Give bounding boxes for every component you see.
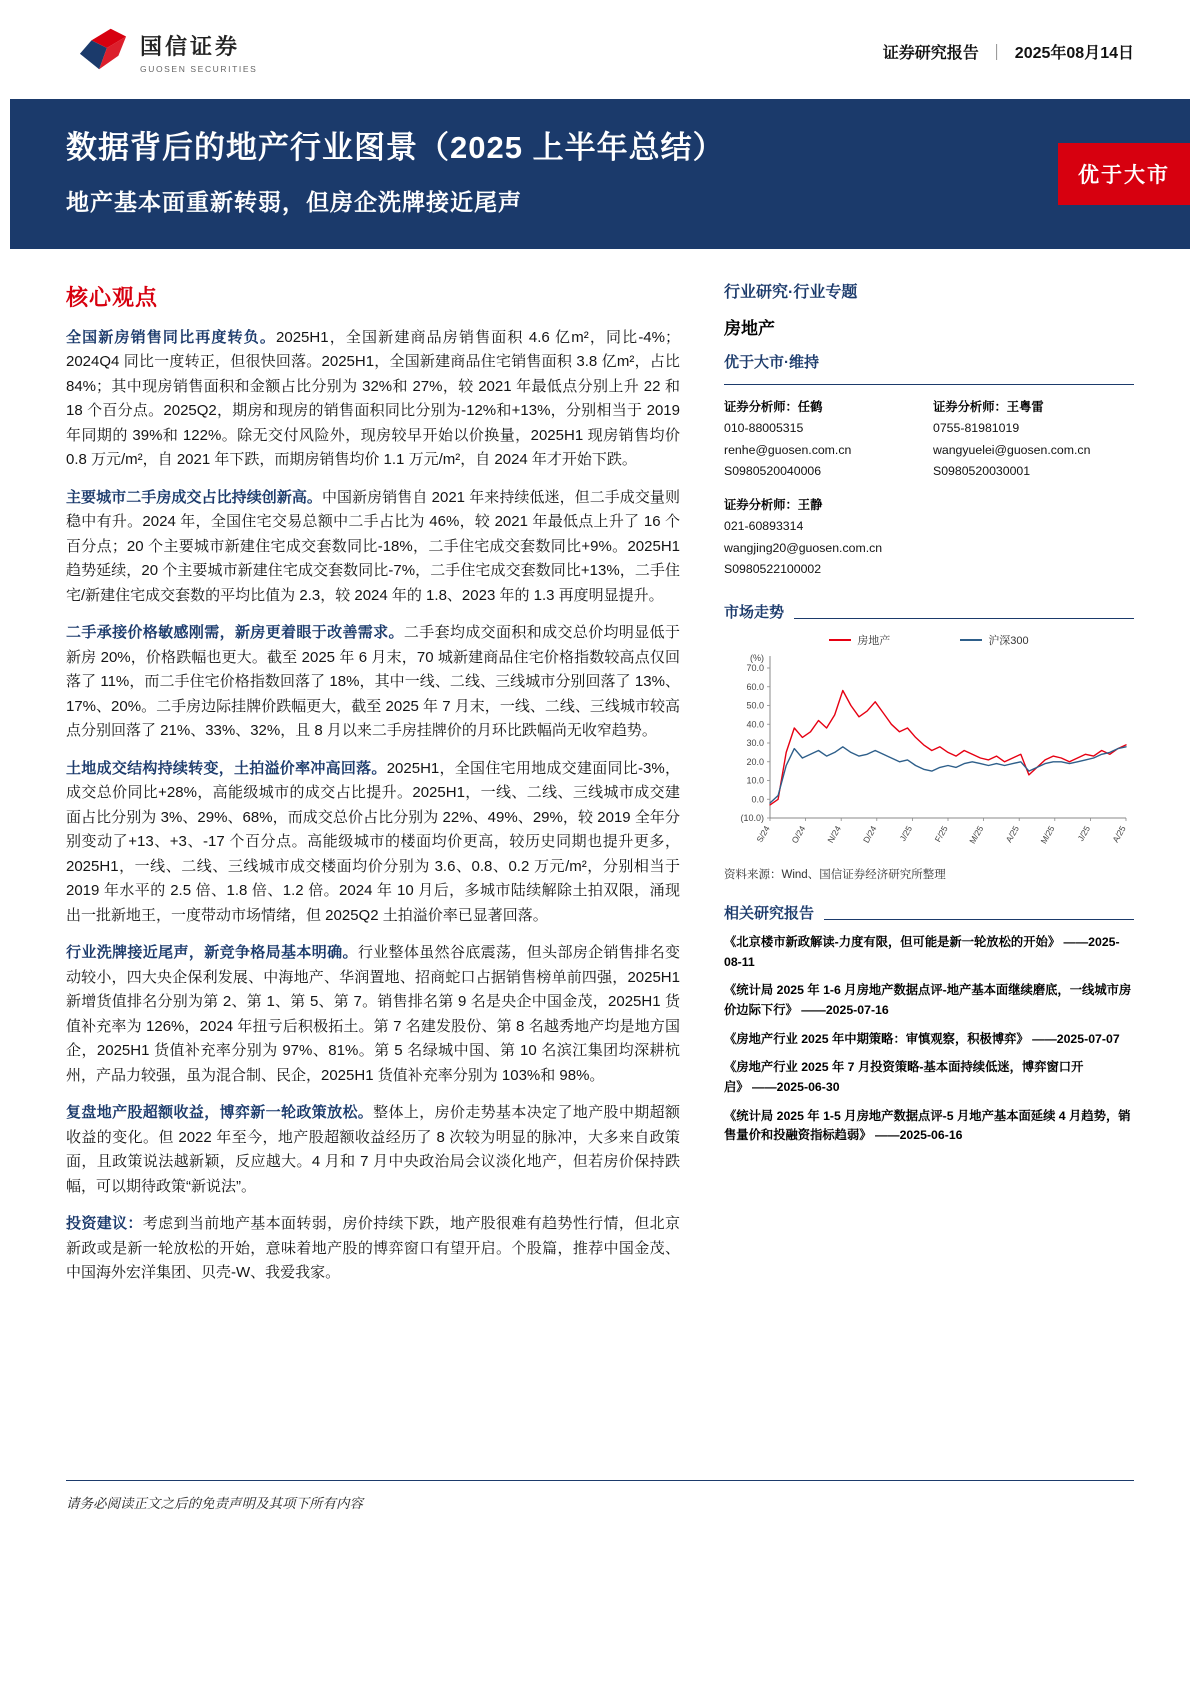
svg-text:40.0: 40.0 [746,719,764,730]
svg-text:20.0: 20.0 [746,756,764,767]
report-item [724,1058,1134,1097]
analyst-label: 证券分析师： [724,497,798,512]
report-item-date: ——2025-08-11 [724,934,1120,969]
report-item [724,1107,1134,1146]
report-item-date: ——2025-07-07 [1032,1031,1120,1046]
analyst-label: 证券分析师： [724,399,798,414]
svg-text:50.0: 50.0 [746,700,764,711]
meta-divider: ｜ [988,45,1005,62]
rating-text: 优于大市·维持 [724,353,819,371]
guosen-logo-icon [78,26,128,77]
svg-text:N/24: N/24 [825,823,843,845]
report-meta [883,40,1134,63]
svg-text:(10.0): (10.0) [740,812,764,823]
title-banner [10,99,1190,249]
core-paragraph [66,486,680,609]
market-trend-header [724,601,1134,622]
analyst-phone: 021-60893314 [724,519,804,534]
brand-name-en: GUOSEN SECURITIES [140,63,258,74]
core-paragraph [66,941,680,1088]
svg-text:60.0: 60.0 [746,681,764,692]
page-footer [66,1480,1134,1512]
analyst-phone: 0755-81981019 [933,421,1020,436]
svg-text:0.0: 0.0 [751,794,764,805]
analyst-email: wangjing20@guosen.com.cn [724,540,883,555]
legend-item [960,632,1028,648]
report-type-label: 证券研究报告 [882,45,979,62]
chart-source: 资料来源：Wind、国信证券经济研究所整理 [724,868,946,881]
svg-text:30.0: 30.0 [746,737,764,748]
report-item [724,981,1134,1020]
brand-name [140,30,257,74]
core-paragraph [66,1101,680,1199]
report-item-title: 《房地产行业 2025 年中期策略：审慎观察，积极博弈》 [724,1031,1029,1046]
report-item-date: ——2025-06-16 [875,1128,963,1143]
svg-text:J/25: J/25 [1075,823,1093,843]
svg-text:S/24: S/24 [754,823,772,845]
svg-text:A/25: A/25 [1003,823,1021,845]
analyst-cert: S0980522100002 [724,562,822,577]
market-trend-title: 市场走势 [724,603,785,621]
brand-logo [78,26,257,77]
paragraph-lead: 二手承接价格敏感刚需，新房更着眼于改善需求。 [66,624,404,642]
trend-line-chart [724,650,1134,862]
svg-text:M/25: M/25 [967,823,986,846]
paragraph-body: 2025H1，全国新建商品房销售面积 4.6 亿m²，同比-4%；2024Q4 同比一度转正，但很快回落。2025H1，全国新建商品住宅销售面积 3.8 亿m²，占比 84%；其中现房销售面积和金额占比分别为 32%和 27%，较 2021 年最低点分别上升 22 和 18 个百分点。2025Q2，期房和现房的销售面积同比分别为-12%和+13%，分别相当于 2019 年同期的 39%和 122%。除无交付风险外，现房较早开始以价换量，2025H1 现房销售均价 0.8 万元/m²，自 2021 年下跌，而期房销售均价 1.1 万元/m²，自 2024 年才开始下跌。 [66,328,680,469]
paragraph-body: 整体上，房价走势基本决定了地产股中期超额收益的变化。但 2022 年至今，地产股超额收益经历了 8 次较为明显的脉冲，大多来自政策面，且政策说法越新颖，反应越大。4 月和 7 月中央政治局会议淡化地产，但若房价保持跌幅，可以期待政策“新说法”。 [66,1104,680,1195]
svg-text:10.0: 10.0 [746,775,764,786]
report-date: 2025年08月14日 [1014,45,1134,62]
report-item-title: 《统计局 2025 年 1-6 月房地产数据点评-地产基本面继续磨底，一线城市房价边际下行》 [724,983,1132,1017]
report-item [724,1030,1134,1050]
svg-text:70.0: 70.0 [746,662,764,673]
page-header [0,0,1200,95]
core-views-heading: 核心观点 [66,284,159,310]
report-subtitle: 地产基本面重新转弱，但房企洗牌接近尾声 [66,188,522,215]
heading-rule [794,618,1134,619]
content-area [0,249,1200,1299]
core-paragraph [66,1212,680,1286]
core-views-column [66,279,680,1299]
analyst-card [933,397,1134,483]
legend-label: 沪深300 [988,634,1029,647]
industry-name: 房地产 [724,318,775,338]
analyst-cert: S0980520040006 [724,464,822,479]
paragraph-lead: 土地成交结构持续转变，土拍溢价率冲高回落。 [66,759,387,777]
paragraph-lead: 投资建议： [66,1215,143,1233]
paragraph-body: 二手套均成交面积和成交总价均明显低于新房 20%，价格跌幅也更大。截至 2025 年 6 月末，70 城新建商品住宅价格指数较高点仅回落了 11%，而二手住宅价格指数回落了 18%，其中一线、二线、三线城市分别回落了 13%、17%、20%。二手房边际挂牌价跌幅更大，截至 2025 年 7 月末，一线、二线、三线城市较高点分别回落了 21%、33%、32%，且 8 月以来二手房挂牌价的月环比跌幅尚无收窄趋势。 [66,624,680,740]
related-reports-list [724,933,1134,1146]
svg-text:A/25: A/25 [1110,823,1128,845]
analyst-label: 证券分析师： [933,399,1007,414]
analyst-card [724,495,925,581]
svg-text:F/25: F/25 [932,823,950,844]
chart-legend [724,632,1134,648]
analyst-email: wangyuelei@guosen.com.cn [933,442,1091,457]
report-item-date: ——2025-06-30 [752,1079,840,1094]
svg-text:O/24: O/24 [789,823,808,845]
core-paragraph [66,326,680,473]
legend-label: 房地产 [857,634,891,647]
paragraph-lead: 行业洗牌接近尾声，新竞争格局基本明确。 [66,944,358,962]
related-reports-header [724,902,1134,923]
report-title: 数据背后的地产行业图景（2025 上半年总结） [66,130,725,165]
analyst-name [724,495,925,517]
analyst-email: renhe@guosen.com.cn [724,442,852,457]
disclaimer-text: 请务必阅读正文之后的免责声明及其项下所有内容 [66,1496,363,1511]
core-paragraph [66,621,680,744]
svg-text:D/24: D/24 [860,823,879,845]
related-reports-title: 相关研究报告 [724,904,815,922]
svg-text:J/25: J/25 [897,823,915,843]
report-item-title: 《北京楼市新政解读-力度有限，但可能是新一轮放松的开始》 [724,934,1061,949]
analyst-cert: S0980520030001 [933,464,1031,479]
paragraph-body: 2025H1，全国住宅用地成交建面同比-3%，成交总价同比+28%，高能级城市的成交占比提升。2025H1，一线、二线、三线城市成交建面占比分别为 3%、29%、68%，而成交总价占比分别为 22%、49%、29%，较 2019 全年分别变动了+13、+3、-17 个百分点。高能级城市的楼面均价更高，较历史同期也提升更多，2025H1，一线、二线、三线城市成交楼面均价分别为 3.6、0.8、0.2 万元/m²，分别相当于 2019 年水平的 2.5 倍、1.8 倍、1.2 倍。2024 年 10 月后，多城市陆续解除土拍双限，涌现出一批新地王，一度带动市场情绪，但 2025Q2 土拍溢价率已显著回落。 [66,759,680,924]
analyst-name-text: 任鹤 [797,399,823,414]
paragraph-body: 行业整体虽然谷底震荡，但头部房企销售排名变动较小，四大央企保利发展、中海地产、华润置地、招商蛇口占据销售榜单前四强，2025H1 新增货值排名分别为第 2、第 1、第 5、第 7。销售排名第 9 名是央企中国金茂，2025H1 货值补充率为 126%，2024 年扭亏后积极拓土。第 7 名建发股份、第 8 名越秀地产均是地方国企，2025H1 货值补充率分别为 97%、81%。第 5 名绿城中国、第 10 名滨江集团均深耕杭州，产品力较强，虽为混合制、民企，2025H1 货值补充率分别为 103%和 98%。 [66,944,680,1084]
paragraph-body: 考虑到当前地产基本面转弱，房价持续下跌，地产股很难有趋势性行情，但北京新政或是新一轮放松的开始，意味着地产股的博弈窗口有望开启。个股篇，推荐中国金茂、中国海外宏洋集团、贝壳-W、我爱我家。 [66,1215,680,1282]
heading-rule [824,919,1134,920]
research-type: 行业研究·行业专题 [724,283,858,301]
svg-text:(%): (%) [750,652,764,663]
rating-badge: 优于大市 [1058,143,1190,205]
legend-item [829,632,890,648]
analyst-phone: 010-88005315 [724,421,804,436]
legend-swatch [829,639,851,641]
info-sidebar [724,279,1134,1299]
paragraph-lead: 复盘地产股超额收益，博弈新一轮政策放松。 [66,1104,374,1122]
report-item-title: 《房地产行业 2025 年 7 月投资策略-基本面持续低迷，博弈窗口开启》 [724,1060,1084,1094]
core-paragraph [66,757,680,929]
analyst-card [724,397,925,483]
analyst-list [724,397,1134,581]
analyst-name [724,397,925,419]
paragraph-lead: 全国新房销售同比再度转负。 [66,328,277,346]
analyst-name-text: 王粤雷 [1006,399,1044,414]
brand-name-cn: 国信证券 [140,33,241,59]
analyst-name-text: 王静 [797,497,823,512]
analyst-name [933,397,1134,419]
report-item [724,933,1134,972]
paragraph-lead: 主要城市二手房成交占比持续创新高。 [66,488,322,506]
market-trend-chart [724,632,1134,882]
sidebar-divider [724,384,1134,385]
report-item-title: 《统计局 2025 年 1-5 月房地产数据点评-5 月地产基本面延续 4 月趋势，销售量价和投融资指标趋弱》 [724,1108,1131,1143]
svg-text:M/25: M/25 [1038,823,1057,846]
report-item-date: ——2025-07-16 [801,1002,889,1017]
paragraph-body: 中国新房销售自 2021 年来持续低迷，但二手成交量则稳中有升。2024 年，全国住宅交易总额中二手占比为 46%，较 2021 年最低点上升了 16 个百分点；20 个主要城市新建住宅成交套数同比-18%，二手住宅成交套数同比+9%。2025H1 趋势延续，20 个主要城市新建住宅成交套数同比-7%，二手住宅成交套数同比+13%，二手住宅/新建住宅成交套数的平均比值为 2.3，较 2024 年的 1.8、2023 年的 1.3 再度明显提升。 [66,488,680,604]
legend-swatch [960,639,982,641]
